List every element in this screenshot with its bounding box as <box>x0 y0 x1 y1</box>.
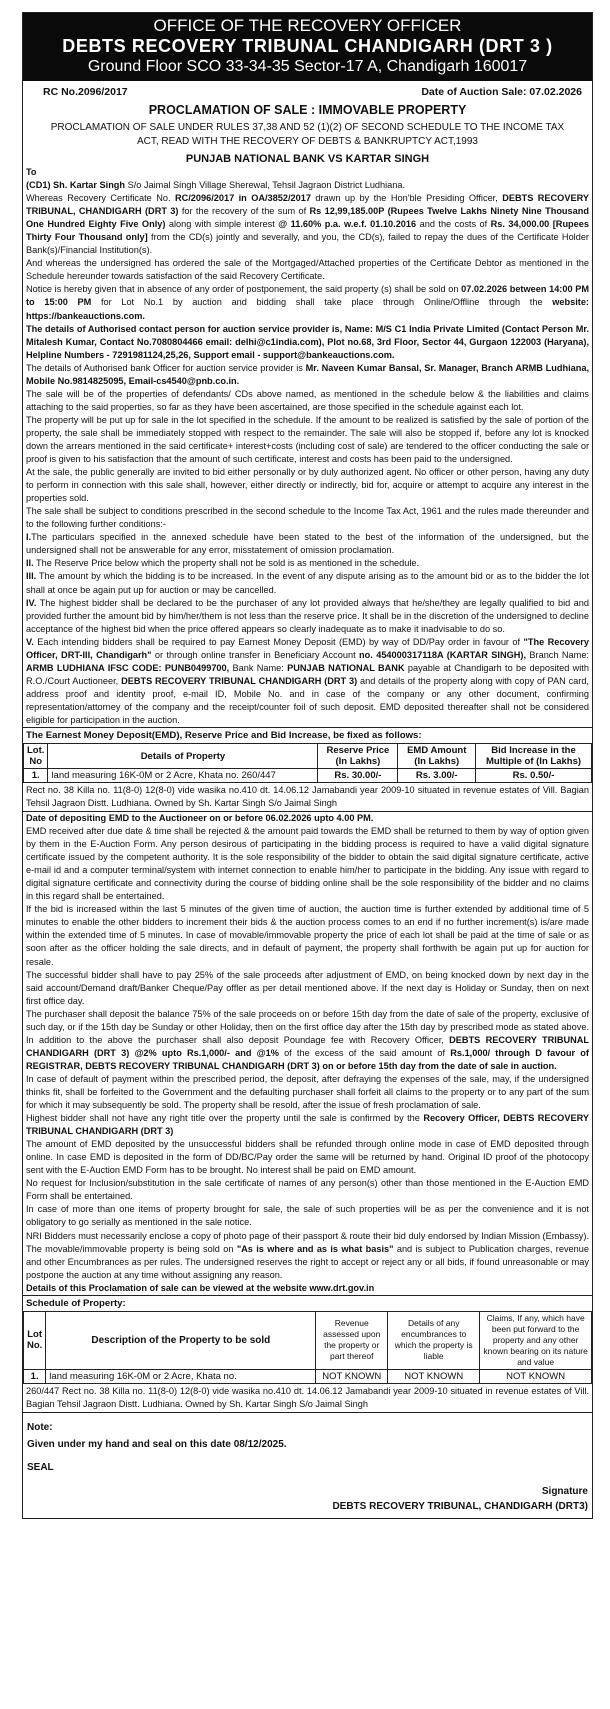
text-segment: In case of more than one items of property brought for sale, the sale of such properties will be as per the convenience and it is not obligatory to go serially as mentioned in the sale notice. <box>26 1204 589 1228</box>
tribunal-name: DEBTS RECOVERY TRIBUNAL CHANDIGARH (DRT 3 ) <box>62 36 553 56</box>
paragraph <box>26 1177 589 1203</box>
paragraph <box>26 531 589 557</box>
col-lot: Lot No. <box>24 1311 46 1369</box>
conditions-body <box>23 811 592 1295</box>
note-block <box>23 1413 592 1480</box>
encumbrances: NOT KNOWN <box>388 1369 480 1383</box>
property-description: land measuring 16K-0M or 2 Acre, Khata no. <box>46 1369 316 1383</box>
text-segment: for the recovery of the sum of <box>178 206 310 217</box>
text-segment: or through online transfer in Beneficiary Account <box>151 649 360 660</box>
text-segment: Highest bidder shall not have any right title over the property until the sale is confirmed by the <box>26 1113 424 1124</box>
text-segment: drawn up by the Hon'ble Presiding Officer, <box>310 193 503 204</box>
signature-block <box>23 1480 592 1518</box>
text-segment: I. <box>26 532 32 543</box>
col-lot: Lot. No <box>24 744 48 769</box>
text-segment: (CD1) Sh. Kartar Singh <box>26 180 126 191</box>
lot-no: 1. <box>24 769 48 783</box>
office-title: OFFICE OF THE RECOVERY OFFICER <box>153 16 462 35</box>
emd-table-caption: The Earnest Money Deposit(EMD), Reserve Price and Bid Increase, be fixed as follows: <box>23 727 592 743</box>
paragraph <box>26 1073 589 1112</box>
paragraph <box>26 323 589 362</box>
signatory-name: DEBTS RECOVERY TRIBUNAL, CHANDIGARH (DRT3) <box>332 1500 588 1512</box>
paragraph <box>26 825 589 903</box>
case-parties: PUNJAB NATIONAL BANK VS KARTAR SINGH <box>185 153 430 165</box>
text-segment: and details of the property along with copy of PAN card, address proof and identity proof, e-mail ID, Mobile No. and in case of the company or any other document, confirming representation/attorney of the company and the receipt/counter foil of such deposit. EMD deposited thereafter shall not be considered eligible for participation in the auction. <box>26 675 589 725</box>
signature-label: Signature <box>541 1485 588 1497</box>
paragraph <box>26 597 589 636</box>
property-details: land measuring 16K-0M or 2 Acre, Khata no. 260/447 <box>48 769 318 783</box>
text-segment: NRI Bidders must necessarily enclose a copy of photo page of their passport & route their bid duly endorsed by Indian Mission (Embassy). The movable/immovable property is being sold on <box>26 1230 589 1254</box>
office-address: Ground Floor SCO 33-34-35 Sector-17 A, Chandigarh 160017 <box>87 58 528 75</box>
text-segment: no. 454000317118A (KARTAR SINGH), <box>359 649 526 660</box>
proclamation-title: PROCLAMATION OF SALE : IMMOVABLE PROPERTY <box>148 103 467 117</box>
text-segment: Date of depositing EMD to the Auctioneer on or before 06.02.2026 upto 4.00 PM. <box>26 813 374 824</box>
reference-row <box>23 81 592 100</box>
text-segment: @ 11.60% p.a. w.e.f. 01.10.2016 <box>278 219 417 230</box>
text-segment: Each intending bidders shall be required to pay Earnest Money Deposit (EMD) by way of DD/Pay order in favour of <box>33 636 524 647</box>
text-segment: EMD received after due date & time shall be rejected & the amount paid towards the EMD shall be returned to them by way of option given by them in the E-Auction Form. Any person desirous of participating in the bidding process is required to have a valid digital signature certificate issued by the competent authority. It is the sole responsibility of the bidder to obtain the said digital signature certificate, active e-mail id and a computer terminal/system with internet connection to enable him/her to participate in the bidding. Any issue with regard to digital signature certificate and connectivity during the course of bidding online shall be the sole responsibility of the bidder and no claims in this regard shall be entertained. <box>26 826 589 902</box>
text-segment: and the costs of <box>416 219 491 230</box>
text-segment: The highest bidder shall be declared to be the purchaser of any lot provided always that he/she/they are legally qualified to bid and provided further the amount bid by him/her/them is not less than the reserve price. It shall be in the discretion of the undersigned to decline acceptance of the highest bid when the price offered appears so clearly inadequate as to make it inadvisable to do so. <box>26 597 589 634</box>
col-bid-increase: Bid Increase in the Multiple of (In Lakhs) <box>476 744 592 769</box>
seal-label: SEAL <box>27 1461 54 1473</box>
col-revenue: Revenue assessed upon the property or part thereof <box>316 1311 388 1369</box>
text-segment: S/o Jaimal Singh Village Sherewal, Tehsil Jagraon District Ludhiana. <box>125 180 406 191</box>
paragraph <box>26 903 589 968</box>
note-label: Note: <box>27 1421 53 1433</box>
text-segment: IV. <box>26 597 37 608</box>
paragraph <box>26 192 589 257</box>
proclamation-body <box>23 179 592 727</box>
auction-date: Date of Auction Sale: 07.02.2026 <box>421 86 582 98</box>
text-segment: Mr. Naveen Kumar Bansal, Sr. Manager, Branch ARMB Ludhiana, Mobile No.9814825095, Email-cs4540@pnb.co.in. <box>26 362 590 386</box>
lot-no: 1. <box>24 1369 46 1383</box>
schedule-header <box>24 1311 592 1369</box>
paragraph <box>26 362 589 388</box>
text-segment: The details of Authorised contact person for auction service provider is, Name: M/S C1 India Private Limited (Contact Person Mr. Mitalesh Kumar, Contact No.7080804466 email: delhi@c1india.com), Plot no.68, 3rd Floor, Sector 44, Gurgaon 122003 (Haryana), Helpline Numbers - 7291981124,25,26, Support email - support@bankeauctions.com. <box>26 323 589 360</box>
office-header <box>23 13 592 81</box>
col-details: Details of Property <box>48 744 318 769</box>
proclamation-document <box>22 12 593 1519</box>
paragraph <box>26 570 589 596</box>
paragraph <box>26 466 589 505</box>
col-description: Description of the Property to be sold <box>46 1311 316 1369</box>
text-segment: from the CD(s) jointly and severally, and you, the CD(s), failed to repay the dues of the Certificate Holder Bank(s)/Financial Institution(s). <box>26 232 589 256</box>
text-segment: Recovery Officer, DEBTS RECOVERY TRIBUNAL CHANDIGARH (DRT 3) <box>26 1113 589 1137</box>
text-segment: And whereas the undersigned has ordered the sale of the Mortgaged/Attached properties of the Certificate Debtor as mentioned in the Schedule hereunder towards satisfaction of the said Recovery Certificate. <box>26 258 589 282</box>
text-segment: The Reserve Price below which the property shall not be sold is as mentioned in the schedule. <box>33 558 420 569</box>
paragraph <box>26 636 589 727</box>
text-segment: Notice is hereby given that in absence of any order of postponement, the said property (s) shall be sold on <box>26 284 462 295</box>
text-segment: V. <box>26 636 34 647</box>
text-segment: Bank Name: <box>229 662 288 673</box>
text-segment: The sale shall be subject to conditions prescribed in the second schedule to the Income Tax Act, 1961 and the rules made thereunder and to the following further conditions:- <box>26 506 589 530</box>
emd-table-header <box>24 744 592 769</box>
schedule-caption: Schedule of Property: <box>23 1295 592 1311</box>
paragraph <box>26 1203 589 1229</box>
text-segment: DEBTS RECOVERY TRIBUNAL CHANDIGARH (DRT 3) @2% upto Rs.1,000/- and @1% <box>26 1034 589 1058</box>
col-reserve: Reserve Price (In Lakhs) <box>318 744 398 769</box>
property-description: Rect no. 38 Killa no. 11(8-0) 12(8-0) vide wasika no.410 dt. 14.06.12 Jamabandi year 2009-10 situated in revenue estates of Vill. Bagian Tehsil Jagraon Distt. Ludhiana. Owned by Sh. Kartar Singh S/o Jaimal Singh <box>26 785 589 809</box>
table-row <box>24 769 592 783</box>
text-segment: Rs 12,99,185.00P (Rupees Twelve Lakhs Ninety Nine Thousand One Hundred Eighty Five Only) <box>26 206 589 230</box>
paragraph <box>26 283 589 322</box>
text-segment: II. <box>26 558 34 569</box>
text-segment: The purchaser shall deposit the balance 75% of the sale proceeds on or before 15th day from the date of sale of the property, exclusive of such day, or if the 15th day be Sunday or other Holiday, then on the first office day after the 15th day by prescribed mode as stated above. In addition to the above the purchaser shall also deposit Poundage fee with Recovery Officer, <box>26 1008 589 1045</box>
text-segment: DEBTS RECOVERY TRIBUNAL CHANDIGARH (DRT 3) <box>121 675 358 686</box>
reserve-price: Rs. 30.00/- <box>318 769 398 783</box>
text-segment: Rs.1,000/ through D favour of REGISTRAR, DEBTS RECOVERY TRIBUNAL CHANDIGARH (DRT 3) on or before 15th day from the date of sale in auction. <box>26 1047 589 1071</box>
paragraph <box>26 1138 589 1177</box>
text-segment: Branch Name: <box>526 649 589 660</box>
text-segment: The details of Authorised bank Officer for auction service provider is <box>26 362 306 373</box>
paragraph <box>26 1008 589 1073</box>
paragraph <box>26 414 589 466</box>
text-segment: payable at Chandigarh to be deposited with R.O./Court Auctioneer, <box>26 662 589 686</box>
footer <box>23 1412 592 1518</box>
text-segment: for Lot No.1 by auction and bidding shall take place through Online/Offline through the <box>91 297 553 308</box>
text-segment: The particulars specified in the annexed schedule have been stated to the best of the information of the undersigned, but the undersigned shall not be answerable for any error, misstatement of omission proclamation. <box>26 532 589 556</box>
text-segment: If the bid is increased within the last 5 minutes of the given time of auction, the auction time is further extended by additional time of 5 minutes to enable the other bidders to increment their bids & the auction process comes to an end if no further increment(s) is/are made within the extended time of 5 minutes. In case of movable/immovable property the price of each lot shall be paid at the time of sale or as soon after as the officer holding the sale directs, and in default of payment, the property shall forthwith be again put up for auction for resale. <box>26 904 589 967</box>
paragraph <box>26 1230 589 1282</box>
text-segment: The successful bidder shall have to pay 25% of the sale proceeds after adjustment of EMD, on being knocked down by next day in the said account/Demand draft/Banker Cheque/Pay offler as per detail mentioned above. If the next day is Holiday or Sunday, then on next first office day. <box>26 969 589 1006</box>
text-segment: ARMB LUDHIANA IFSC CODE: PUNB0499700, <box>26 662 230 673</box>
schedule-table <box>23 1311 592 1384</box>
paragraph <box>26 812 589 825</box>
paragraph <box>26 1282 589 1295</box>
bid-increase: Rs. 0.50/- <box>476 769 592 783</box>
paragraph <box>26 505 589 531</box>
text-segment: PUNJAB NATIONAL BANK <box>287 662 405 673</box>
col-claims: Claims, If any, which have been put forward to the property and any other known bearing on its nature and value <box>480 1311 592 1369</box>
text-segment: Rs. 34,000.00 [Rupees Thirty Four Thousand only] <box>26 219 589 243</box>
text-segment: The amount by which the bidding is to be increased. In the event of any dispute arising as to the amount bid or as to the bidder the lot shall at once be again put up for auction or may be cancelled. <box>26 571 589 595</box>
emd-table <box>23 743 592 783</box>
text-segment: The sale will be of the properties of defendants/ CDs above named, as mentioned in the schedule below & the liabilities and claims attaching to the said properties, so far as they have been ascertained, are those specified in the schedule against each lot. <box>26 388 589 412</box>
text-segment: 07.02.2026 between 14:00 PM to 15:00 PM <box>26 284 589 308</box>
revenue-assessed: NOT KNOWN <box>316 1369 388 1383</box>
text-segment: "As is where and as is what basis" <box>236 1243 394 1254</box>
schedule-property-description: 260/447 Rect no. 38 Killa no. 11(8-0) 12(8-0) vide wasika no.410 dt. 14.06.12 Jamabandi year 2009-10 situated in revenue estates of Vill. Bagian Tehsil Jagraon Distt. Ludhiana. Owned by Sh. Kartar Singh S/o Jaimal Singh <box>26 1385 589 1409</box>
paragraph <box>26 969 589 1008</box>
text-segment: of the excess of the said amount of <box>278 1047 451 1058</box>
paragraph <box>26 557 589 570</box>
text-segment: Details of this Proclamation of sale can be viewed at the website www.drt.gov.in <box>26 1282 375 1293</box>
text-segment: RC/2096/2017 in OA/3852/2017 <box>174 193 311 204</box>
proclamation-subtitle: PROCLAMATION OF SALE UNDER RULES 37,38 AND 52 (1)(2) OF SECOND SCHEDULE TO THE INCOME TAX ACT, READ WITH THE RECOVERY OF DEBTS & BANKRUPTCY ACT,1993 <box>50 122 565 147</box>
emd-amount: Rs. 3.00/- <box>398 769 476 783</box>
table-row <box>24 1369 592 1383</box>
paragraph <box>26 388 589 414</box>
text-segment: DEBTS RECOVERY TRIBUNAL, CHANDIGARH (DRT 3) <box>26 193 590 217</box>
text-segment: "The Recovery Officer, DRT-III, Chandigarh" <box>26 636 589 660</box>
col-encumbrances: Details of any encumbrances to which the property is liable <box>388 1311 480 1369</box>
claims: NOT KNOWN <box>480 1369 592 1383</box>
text-segment: and is subject to Publication charges, revenue and other Encumbrances as per rules. The undersigned reserves the right to accept or reject any or all bids, if found unreasonable or may postpone the auction at any time without assigning any reason. <box>26 1243 589 1280</box>
rc-number: RC No.2096/2017 <box>43 86 128 98</box>
text-segment: In case of default of payment within the prescribed period, the deposit, after defraying the expenses of the sale, may, if the undersigned thinks fit, shall be forfeited to the Government and the defaulting purchaser shall forfeit all claims to the property or to any part of the sum for which it may subsequently be sold. The property shall be resold, after the issue of fresh proclamation of sale. <box>26 1073 589 1111</box>
text-segment: along with simple interest <box>165 219 279 230</box>
text-segment: The amount of EMD deposited by the unsuccessful bidders shall be refunded through online mode in case of EMD deposited through online. In case EMD is deposited in the form of DD/BC/Pay order the same will be returned by hand. Original ID proof of the photocopy sent with the E-Auction EMD Form has to be brought. No interest shall be paid on EMD amount. <box>26 1139 589 1176</box>
given-under-seal: Given under my hand and seal on this date 08/12/2025. <box>27 1438 287 1450</box>
text-segment: website: https://bankeauctions.com. <box>26 297 589 321</box>
text-segment: III. <box>26 571 37 582</box>
text-segment: Whereas Recovery Certificate No. <box>26 193 175 204</box>
text-segment: No request for Inclusion/substitution in the sale certificate of names of any person(s) other than those mentioned in the E-Auction EMD Form shall be entertained. <box>26 1178 589 1202</box>
text-segment: At the sale, the public generally are invited to bid either personally or by duly authorized agent. No officer or other person, having any duty to perform in connection with this sale shall, however, either directly or indirectly, bid for, acquire or attempt to acquire any interest in the properties sold. <box>26 467 589 504</box>
text-segment: The property will be put up for sale in the lot specified in the schedule. If the amount to be realized is satisfied by the sale of portion of the property, the sale shall be immediately stopped with respect to the remainder. The sale will also be stopped if, before any lot is knocked down the arrears mentioned in the said certificate+ interest+costs (including cost of sale) are tendered to the officer conducting the sale or proof is given to his satisfaction that the amount of such certificate, interest and costs has been paid to the undersigned. <box>26 414 589 465</box>
addressee-label: To <box>26 167 37 177</box>
col-emd: EMD Amount (In Lakhs) <box>398 744 476 769</box>
paragraph <box>26 1112 589 1138</box>
paragraph <box>26 179 589 192</box>
paragraph <box>26 257 589 283</box>
